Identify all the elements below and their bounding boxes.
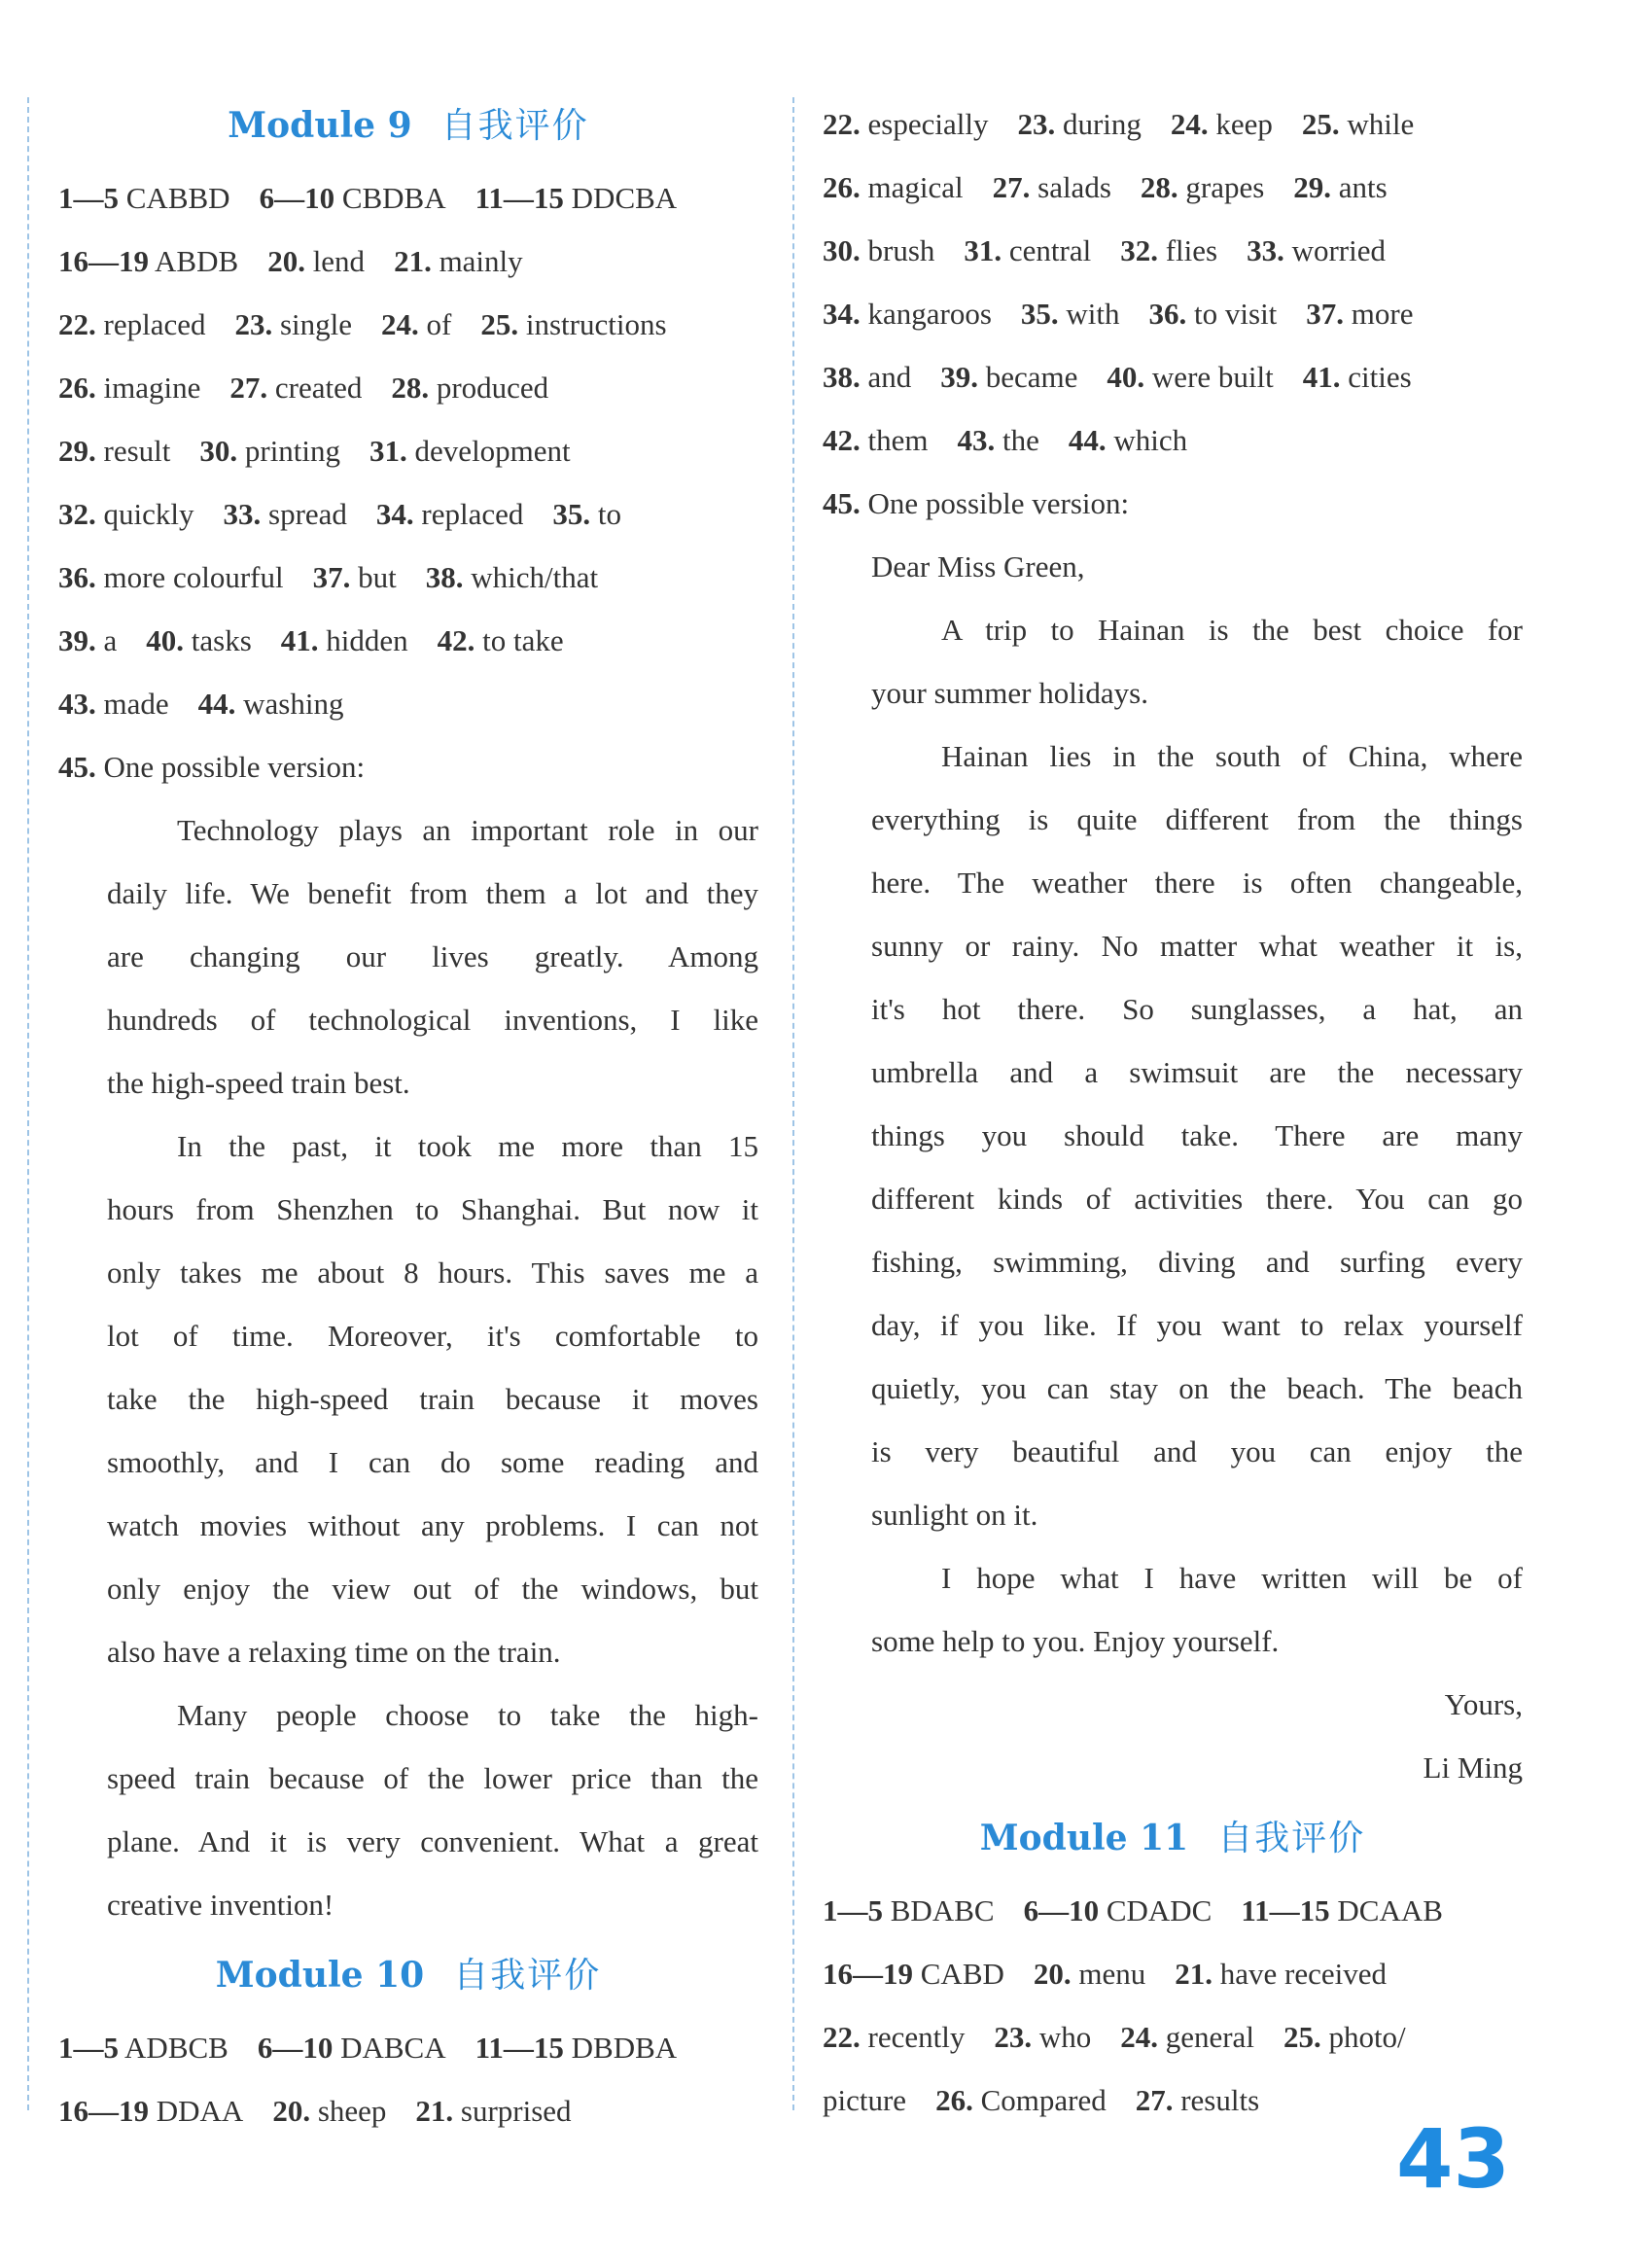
answer-row	[823, 1879, 1523, 1942]
answer-text: result	[103, 434, 171, 468]
answer-item	[426, 560, 598, 594]
answer-item	[823, 297, 992, 331]
question-number: 30.	[199, 434, 238, 468]
answer-item	[229, 371, 362, 405]
answer-row	[58, 230, 758, 293]
answer-text: replaced	[103, 307, 206, 341]
answer-item	[1120, 233, 1217, 267]
answer-text: replaced	[421, 497, 524, 531]
answer-item	[1024, 1893, 1213, 1927]
essay-line: day, if you like. If you want to relax yourself	[871, 1308, 1523, 1342]
module10-letter	[823, 535, 1523, 1799]
answer-text: with	[1066, 297, 1120, 331]
essay-line: Hainan lies in the south of China, where	[941, 739, 1523, 773]
question-number: 39.	[940, 360, 979, 394]
essay-line: watch movies without any problems. I can not	[107, 1508, 758, 1542]
essay-line: daily life. We benefit from them a lot and they	[107, 876, 758, 910]
module10-answers-part1	[58, 2016, 758, 2142]
answer-text: quickly	[103, 497, 194, 531]
answer-item	[475, 2031, 678, 2065]
question-number: 31.	[369, 434, 407, 468]
answer-item	[260, 181, 446, 215]
answer-text: CABBD	[125, 181, 230, 215]
question-number: 11—15	[475, 181, 564, 215]
answer-text: BDABC	[890, 1893, 995, 1927]
answer-item	[964, 233, 1091, 267]
answer-text: instructions	[525, 307, 667, 341]
question-number: 11—15	[475, 2031, 564, 2065]
question-number: 25.	[1301, 107, 1340, 141]
question-number: 34.	[375, 497, 414, 531]
essay-line: only takes me about 8 hours. This saves me a	[107, 1255, 758, 1290]
answer-item	[823, 107, 988, 141]
answer-item	[994, 2020, 1091, 2054]
module9-essay	[58, 798, 758, 1936]
answer-text: recently	[867, 2020, 966, 2054]
answer-text: tasks	[191, 623, 252, 657]
answer-item	[369, 434, 571, 468]
question-number: 20.	[272, 2094, 311, 2128]
question-number: 21.	[415, 2094, 454, 2128]
answer-text: magical	[867, 170, 964, 204]
question-number: 25.	[1283, 2020, 1321, 2054]
answer-text: Compared	[980, 2083, 1107, 2117]
answer-item	[58, 2094, 243, 2128]
answer-text: hidden	[326, 623, 408, 657]
left-column	[58, 92, 758, 2142]
question-number: 24.	[1170, 107, 1209, 141]
answer-item	[313, 560, 397, 594]
column-divider	[792, 97, 794, 2110]
question-number: 43.	[58, 687, 96, 721]
answer-row	[823, 92, 1523, 156]
answer-text: ABDB	[155, 244, 239, 278]
answer-row	[58, 482, 758, 546]
answer-text: which	[1113, 423, 1188, 457]
answer-text: washing	[243, 687, 344, 721]
essay-line: umbrella and a swimsuit are the necessary	[871, 1055, 1523, 1089]
module11-heading: Module 11 自我评价	[979, 1818, 1366, 1858]
answer-text: DBDBA	[571, 2031, 678, 2065]
answer-text: keep	[1215, 107, 1273, 141]
essay-line: your summer holidays.	[871, 676, 1148, 710]
essay-line: is very beautiful and you can enjoy the	[871, 1434, 1523, 1468]
answer-text: central	[1008, 233, 1092, 267]
answer-text: kangaroos	[867, 297, 992, 331]
answer-item	[1021, 297, 1120, 331]
question-number: 33.	[223, 497, 262, 531]
essay-line: lot of time. Moreover, it's comfortable to	[107, 1319, 758, 1353]
question-number: 23.	[234, 307, 273, 341]
answer-text: them	[867, 423, 929, 457]
answer-item	[58, 307, 205, 341]
question-number: 27.	[229, 371, 268, 405]
answer-text: CABD	[920, 1957, 1004, 1991]
answer-text: single	[279, 307, 353, 341]
answer-item	[823, 170, 964, 204]
question-number: 23.	[1017, 107, 1056, 141]
answer-text: became	[985, 360, 1078, 394]
answer-text: while	[1347, 107, 1415, 141]
answer-item	[199, 434, 340, 468]
answer-row	[58, 419, 758, 482]
answer-item	[267, 244, 365, 278]
answer-item	[58, 244, 238, 278]
question-number: 22.	[823, 2020, 861, 2054]
answer-row	[823, 282, 1523, 345]
essay-line: sunny or rainy. No matter what weather it is,	[871, 929, 1523, 963]
answer-item	[1306, 297, 1413, 331]
module9-heading: Module 9 自我评价	[228, 105, 589, 146]
question-number: 38.	[823, 360, 861, 394]
question-number: 16—19	[58, 2094, 149, 2128]
answer-item	[480, 307, 666, 341]
answer-text: photo/	[1328, 2020, 1406, 2054]
question-number: 44.	[1068, 423, 1107, 457]
question-number: 1—5	[823, 1893, 883, 1927]
question-number: 24.	[1120, 2020, 1158, 2054]
answer-item	[1303, 360, 1412, 394]
answer-item	[552, 497, 621, 531]
essay-line: smoothly, and I can do some reading and	[107, 1445, 758, 1479]
answer-row	[58, 356, 758, 419]
answer-text: results	[1180, 2083, 1260, 2117]
question-number: 21.	[1175, 1957, 1213, 1991]
answer-item	[1247, 233, 1386, 267]
essay-line: A trip to Hainan is the best choice for	[941, 613, 1523, 647]
essay-line: take the high-speed train because it moves	[107, 1382, 758, 1416]
essay-line: I hope what I have written will be of	[941, 1561, 1523, 1595]
letter-signature: Li Ming	[1423, 1750, 1523, 1785]
module11-answers	[823, 1879, 1523, 2132]
answer-row	[823, 156, 1523, 219]
answer-text: spread	[268, 497, 347, 531]
answer-text: to take	[482, 623, 564, 657]
answer-item	[823, 360, 911, 394]
essay-line: plane. And it is very convenient. What a great	[107, 1824, 758, 1858]
module10-answers-part2	[823, 92, 1523, 472]
answer-item	[281, 623, 408, 657]
answer-text: grapes	[1185, 170, 1265, 204]
answer-text: of	[426, 307, 452, 341]
question-number: 16—19	[58, 244, 149, 278]
answer-text: CDADC	[1106, 1893, 1213, 1927]
answer-item	[58, 687, 169, 721]
answer-row	[58, 293, 758, 356]
question-number: 27.	[992, 170, 1031, 204]
essay-line: fishing, swimming, diving and surfing every	[871, 1245, 1523, 1279]
question-number: 27.	[1135, 2083, 1174, 2117]
answer-text: which/that	[471, 560, 599, 594]
answer-text: cities	[1348, 360, 1412, 394]
answer-item	[394, 244, 523, 278]
answer-text: development	[414, 434, 571, 468]
question-number: 29.	[58, 434, 96, 468]
question-number: 20.	[267, 244, 305, 278]
question-number: 32.	[58, 497, 96, 531]
answer-row	[823, 1942, 1523, 2005]
answer-text: DDAA	[156, 2094, 244, 2128]
question-number: 31.	[964, 233, 1002, 267]
essay-line: everything is quite different from the things	[871, 802, 1523, 836]
answer-item	[1175, 1957, 1387, 1991]
question-number: 22.	[823, 107, 861, 141]
answer-text: more colourful	[103, 560, 284, 594]
left-margin-line	[27, 97, 29, 2110]
question-number: 30.	[823, 233, 861, 267]
answer-text: picture	[823, 2083, 907, 2117]
question-number: 22.	[58, 307, 96, 341]
question-number: 16—19	[823, 1957, 913, 1991]
answer-item	[823, 1893, 995, 1927]
answer-text: printing	[244, 434, 341, 468]
answer-item	[58, 371, 200, 405]
answer-item	[1136, 2083, 1259, 2117]
answer-item	[1120, 2020, 1254, 2054]
question-number: 21.	[394, 244, 432, 278]
answer-item	[1107, 360, 1273, 394]
answer-text: general	[1165, 2020, 1254, 2054]
question-number: 24.	[381, 307, 419, 341]
answer-text: but	[358, 560, 397, 594]
answer-item	[438, 623, 564, 657]
answer-text: to	[597, 497, 622, 531]
essay-line: the high-speed train best.	[107, 1066, 410, 1100]
question-number: 29.	[1293, 170, 1332, 204]
question-number: 26.	[823, 170, 861, 204]
question-number: 37.	[1306, 297, 1345, 331]
question-number: 44.	[197, 687, 236, 721]
answer-item	[58, 560, 284, 594]
answer-item	[1034, 1957, 1145, 1991]
question-number: 40.	[146, 623, 185, 657]
question-number: 32.	[1120, 233, 1158, 267]
answer-item	[823, 2020, 965, 2054]
answer-item	[1141, 170, 1264, 204]
answer-text: especially	[867, 107, 989, 141]
essay-line: Many people choose to take the high-	[177, 1698, 758, 1732]
page-number: 43	[1396, 2111, 1510, 2207]
answer-text: were built	[1151, 360, 1274, 394]
answer-text: DCAAB	[1337, 1893, 1443, 1927]
answer-text: imagine	[103, 371, 201, 405]
answer-row	[823, 219, 1523, 282]
answer-item	[1069, 423, 1187, 457]
answer-text: mainly	[439, 244, 523, 278]
answer-text: lend	[312, 244, 366, 278]
answer-item	[198, 687, 344, 721]
answer-text: to visit	[1194, 297, 1278, 331]
answer-item	[58, 2031, 228, 2065]
answer-item	[58, 497, 194, 531]
answer-text: ADBCB	[124, 2031, 228, 2065]
essay-line: here. The weather there is often changeable,	[871, 866, 1523, 900]
question-number: 36.	[1148, 297, 1187, 331]
answer-row	[58, 672, 758, 735]
question-number: 35.	[552, 497, 591, 531]
question-number: 1—5	[58, 181, 119, 215]
essay-line: are changing our lives greatly. Among	[107, 939, 758, 973]
answer-text: DDCBA	[571, 181, 678, 215]
module9-essay-intro: 45. One possible version:	[58, 750, 366, 784]
question-number: 6—10	[259, 181, 335, 215]
module10-essay-intro: 45. One possible version:	[823, 486, 1130, 520]
essay-line: quietly, you can stay on the beach. The beach	[871, 1371, 1523, 1405]
answer-item	[391, 371, 548, 405]
answer-text: salads	[1037, 170, 1111, 204]
answer-text: DABCA	[340, 2031, 446, 2065]
question-number: 11—15	[1241, 1893, 1330, 1927]
question-number: 33.	[1247, 233, 1284, 267]
answer-item	[993, 170, 1111, 204]
question-number: 28.	[391, 371, 430, 405]
answer-item	[823, 233, 934, 267]
answer-text: surprised	[460, 2094, 572, 2128]
essay-line: different kinds of activities there. You can go	[871, 1182, 1523, 1216]
essay-line: also have a relaxing time on the train.	[107, 1635, 561, 1669]
answer-item	[58, 434, 170, 468]
answer-item	[234, 307, 352, 341]
answer-item	[146, 623, 252, 657]
answer-text: brush	[867, 233, 935, 267]
essay-line: things you should take. There are many	[871, 1118, 1523, 1152]
answer-row	[823, 345, 1523, 408]
answer-row	[823, 2005, 1523, 2069]
question-number: 37.	[312, 560, 351, 594]
essay-line: sunlight on it.	[871, 1498, 1038, 1532]
answer-item	[1149, 297, 1278, 331]
answer-text: ants	[1338, 170, 1388, 204]
answer-row	[58, 166, 758, 230]
question-number: 35.	[1020, 297, 1059, 331]
answer-item	[823, 423, 929, 457]
answer-item	[224, 497, 347, 531]
answer-item	[958, 423, 1039, 457]
answer-item	[272, 2094, 386, 2128]
question-number: 43.	[957, 423, 996, 457]
question-number: 42.	[823, 423, 861, 457]
answer-item	[58, 623, 117, 657]
answer-item	[940, 360, 1077, 394]
question-number: 36.	[58, 560, 96, 594]
essay-line: Technology plays an important role in our	[177, 813, 758, 847]
question-number: 41.	[280, 623, 319, 657]
question-number: 41.	[1302, 360, 1341, 394]
question-number: 26.	[935, 2083, 973, 2117]
essay-line: In the past, it took me more than 15	[177, 1129, 758, 1163]
answer-text: flies	[1165, 233, 1218, 267]
answer-text: sheep	[317, 2094, 387, 2128]
answer-item	[935, 2083, 1107, 2117]
answer-text: more	[1351, 297, 1414, 331]
essay-line: hours from Shenzhen to Shanghai. But now it	[107, 1192, 758, 1226]
answer-text: during	[1062, 107, 1142, 141]
answer-text: and	[867, 360, 912, 394]
answer-item	[258, 2031, 446, 2065]
question-number: 20.	[1033, 1957, 1072, 1991]
answer-text: have received	[1219, 1957, 1388, 1991]
essay-line: some help to you. Enjoy yourself.	[871, 1624, 1280, 1658]
answer-item	[381, 307, 451, 341]
answer-item	[823, 1957, 1004, 1991]
answer-text: the	[1002, 423, 1039, 457]
question-number: 25.	[480, 307, 519, 341]
essay-line: only enjoy the view out of the windows, but	[107, 1572, 758, 1606]
answer-item	[1017, 107, 1141, 141]
letter-greeting: Dear Miss Green,	[871, 549, 1085, 583]
question-number: 26.	[58, 371, 96, 405]
question-number: 23.	[994, 2020, 1033, 2054]
answer-item	[1302, 107, 1414, 141]
answer-row	[58, 2016, 758, 2079]
answer-item	[823, 2083, 906, 2117]
question-number: 6—10	[1023, 1893, 1100, 1927]
answer-item	[475, 181, 678, 215]
question-number: 39.	[58, 623, 96, 657]
answer-item	[376, 497, 523, 531]
answer-text: menu	[1078, 1957, 1146, 1991]
question-number: 38.	[425, 560, 464, 594]
answer-row	[823, 408, 1523, 472]
question-number: 28.	[1140, 170, 1178, 204]
essay-line: speed train because of the lower price than the	[107, 1761, 758, 1795]
question-number: 1—5	[58, 2031, 119, 2065]
answer-item	[1293, 170, 1387, 204]
question-number: 42.	[437, 623, 475, 657]
answer-item	[1241, 1893, 1443, 1927]
essay-line: hundreds of technological inventions, I like	[107, 1003, 758, 1037]
answer-text: made	[103, 687, 169, 721]
answer-row	[58, 609, 758, 672]
module9-answers	[58, 166, 758, 735]
answer-text: worried	[1291, 233, 1386, 267]
answer-item	[415, 2094, 571, 2128]
answer-row	[58, 2079, 758, 2142]
letter-closing: Yours,	[1444, 1687, 1523, 1721]
answer-row	[58, 546, 758, 609]
answer-text: who	[1038, 2020, 1092, 2054]
answer-item	[1283, 2020, 1406, 2054]
answer-text: created	[274, 371, 363, 405]
module10-heading: Module 10 自我评价	[215, 1955, 602, 1996]
answer-text: CBDBA	[341, 181, 446, 215]
essay-line: creative invention!	[107, 1888, 334, 1922]
essay-line: it's hot there. So sunglasses, a hat, an	[871, 992, 1523, 1026]
question-number: 6—10	[257, 2031, 334, 2065]
question-number: 40.	[1107, 360, 1145, 394]
question-number: 34.	[823, 297, 861, 331]
answer-item	[58, 181, 230, 215]
answer-item	[1171, 107, 1273, 141]
answer-text: a	[103, 623, 118, 657]
right-column	[823, 92, 1523, 2132]
answer-text: produced	[436, 371, 549, 405]
